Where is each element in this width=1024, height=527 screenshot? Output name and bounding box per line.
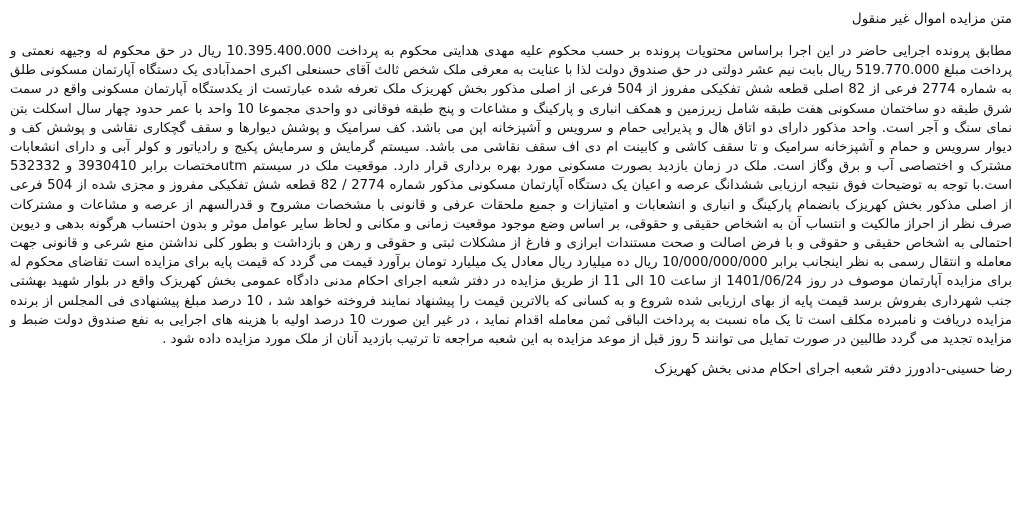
notice-signature: رضا حسینی-دادورز دفتر شعبه اجرای احکام مدنی بخش کهریزک [654, 361, 1012, 378]
notice-title: متن مزایده اموال غیر منقول [851, 11, 1012, 27]
notice-body: مطابق پرونده اجرایی حاضر در این اجرا براساس محتویات پرونده بر حسب محکوم علیه مهدی هدایتی محکوم به پرداخت 10.395.400.000 ریال در حق محکوم له وجیهه نعمتی و پرداخت مبلغ 519.770.000 ریال بابت نیم عشر دولتی در حق صندوق دولت لذا با عنایت به معرفی ملک شخص ثالث آقای حسنعلی اکبری احمدآبادی یک دستگاه آپارتمان مسکونی طلق به شماره 2774 فرعی از 82 اصلی قطعه شش تفکیکی مفروز از 504 فرعی از اصلی مذکور بخش کهریزک ملک تعرفه شده عبارتست از یکدستگاه آپارتمان مسکونی واقع در سمت شرق طبقه دو ساختمان مسکونی هفت طبقه شامل زیرزمین و همکف انباری و پارکینگ و مشاعات و پنج طبقه فوقانی دو واحدی مجموعا 10 واحد با عمر حدود چهار سال اسکلت بتن نمای سنگ و آجر است. واحد مذکور دارای دو اتاق هال و پذیرایی حمام و سرویس و آشپزخانه اپن می باشد. کف سرامیک و پوشش دیوارها و سقف گچکاری نقاشی و پوشش کف و دیوار سرویس و حمام و آشپزخانه سرامیک و تا سقف کاشی و کابینت ام دی اف سقف نقاشی می باشد. سیستم گرمایش و سرمایش پکیج و رادیاتور و کولر آبی و دارای انشعابات مشترک و اختصاصی آب و برق وگاز است. ملک در زمان بازدید بصورت مسکونی مورد بهره برداری قرار دارد. موقعیت ملک در سیستم utmمختصات برابر 3930410 و 532332 است.با توجه به توضیحات فوق نتیجه ارزیابی ششدانگ عرصه و اعیان یک دستگاه آپارتمان مسکونی مذکور شماره 2774 / 82 قطعه شش تفکیکی مفروز و مجزی شده از 504 فرعی از اصلی مذکور بخش کهریزک بانضمام پارکینگ و انباری و انشعابات و امتیازات و جمیع ملحقات عرفی و قانونی با مشخصات مشروح و قدرالسهم از عرصه و مشاعات و مشترکات صرف نظر از احراز مالکیت و انتساب آن به اشخاص حقیقی و حقوقی، بر اساس وضع موجود موقعیت زمانی و مکانی و لحاظ سایر عوامل موثر و بدون احتساب هرگونه بدهی و دیوین احتمالی به اشخاص حقیقی و حقوقی و با فرض اصالت و صحت مستندات ابرازی و فارغ از مشکلات ثبتی و حقوقی و رهن و بازداشت و بطور کلی نداشتن منع شرعی و قانونی جهت معامله و انتقال رسمی به نظر اینجانب برابر 10/000/000/000 ریال ده میلیارد ریال معادل یک میلیارد تومان برآورد قیمت می گردد که قیمت پایه برای مزایده است تقاضای محکوم له برای مزایده آپارتمان موصوف در روز 1401/06/24 از ساعت 10 الی 11 از طریق مزایده در دفتر شعبه اجرای احکام مدنی دادگاه عمومی بخش کهریزک واقع در بلوار شهید بهشتی جنب شهرداری بفروش برسد قیمت پایه از بهای ارزیابی شده شروع و به کسانی که بالاترین قیمت را پیشنهاد نمایند فروخته خواهد شد ، 10 درصد مبلغ پیشنهادی فی المجلس از برنده مزایده دریافت و نامبرده مکلف است تا یک ماه نسبت به پرداخت الباقی ثمن معامله اقدام نماید ، در غیر این صورت 10 درصد اولیه با هزینه های اجرایی به نفع صندوق دولت ضبط و مزایده تجدید می گردد طالبین در صورت تمایل می توانند 5 روز قبل از موعد مزایده به این شعبه مراجعه تا ترتیب بازدید آنان از ملک مورد مزایده داده شود . [10, 44, 1013, 348]
